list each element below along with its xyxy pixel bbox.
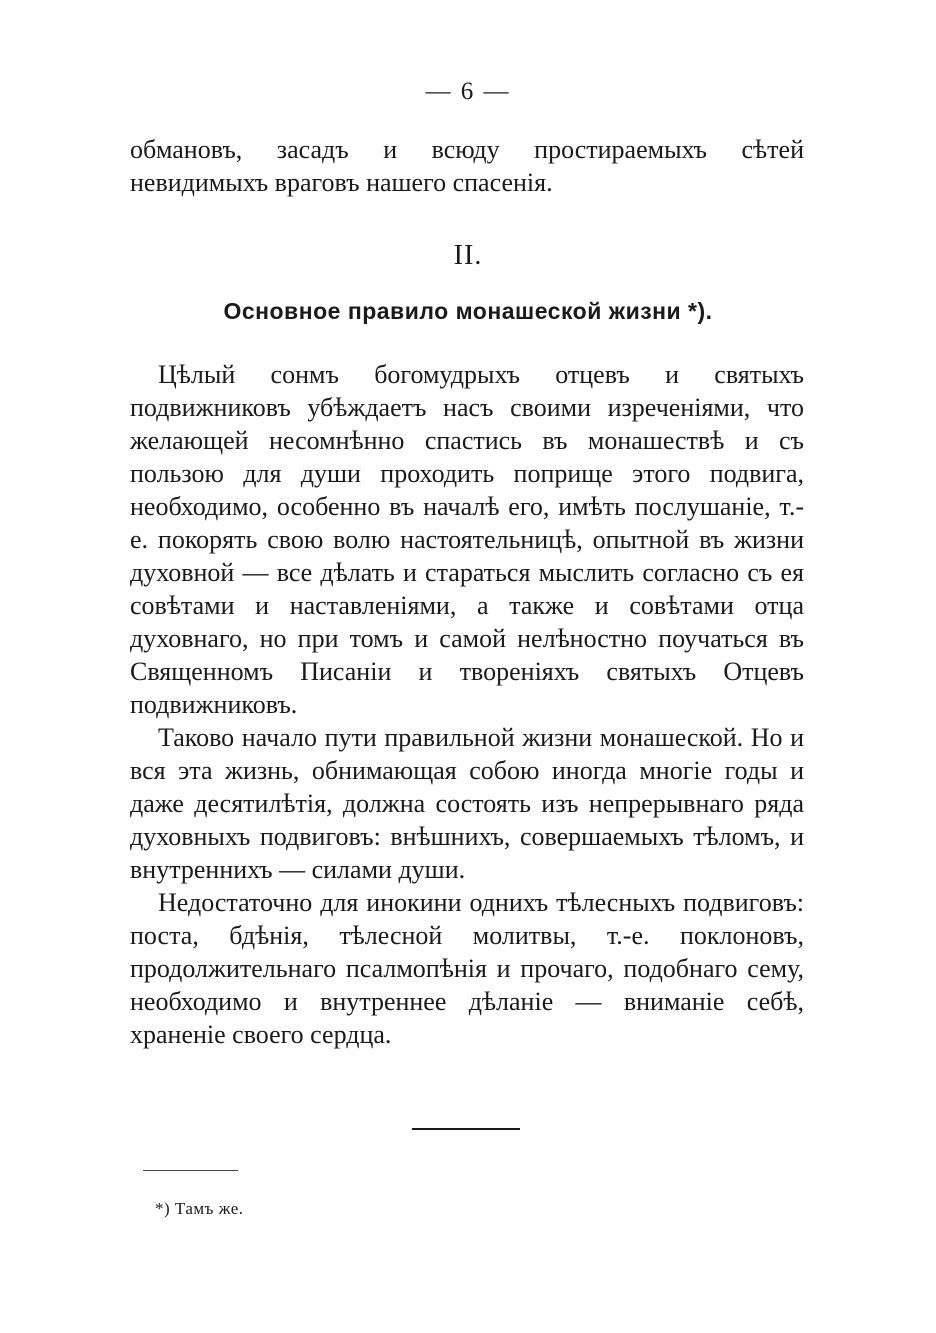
chapter-title: Основное правило монашеской жизни *). (223, 298, 713, 324)
continuation-paragraph: обмановъ, засадъ и всюду простираемыхъ сѣтей невидимыхъ враговъ нашего спасенія. (130, 135, 804, 197)
continuation-text (130, 133, 804, 199)
footnote-rule (143, 1170, 238, 1171)
chapter-numeral: II. (453, 240, 483, 271)
paragraph: Цѣлый сонмъ богомудрыхъ отцевъ и святыхъ подвижниковъ убѣждаетъ насъ своими изреченіями, что желающей несомнѣнно спастись въ монашествѣ и съ пользою для души проходить поприще этого подвига, необходимо, особенно въ началѣ его, имѣть послушаніе, т.-е. покорять свою волю настоятельницѣ, опытной въ жизни духовной — все дѣлать и стараться мыслить согласно съ ея совѣтами и наставленіями, а также и совѣтами отца духовнаго, но при томъ и самой нелѣностно поучаться въ Священномъ Писаніи и твореніяхъ святыхъ Отцевъ подвижниковъ. (130, 360, 804, 719)
page-number: — 6 — (425, 78, 511, 105)
chapter-body (130, 358, 804, 1051)
paragraph: Таково начало пути правильной жизни монашеской. Но и вся эта жизнь, обнимающая собою иногда многіе годы и даже десятилѣтія, должна состоять изъ непрерывнаго ряда духовныхъ подвиговъ: внѣшнихъ, совершаемыхъ тѣломъ, и внутреннихъ — силами души. (130, 723, 804, 884)
paragraph: Недостаточно для инокини однихъ тѣлесныхъ подвиговъ: поста, бдѣнія, тѣлесной молитвы, т.-е. поклоновъ, продолжительнаго псалмопѣнія и прочаго, подобнаго сему, необходимо и внутреннее дѣланіе — вниманіе себѣ, храненіе своего сердца. (130, 888, 804, 1049)
footnote: *) Тамъ же. (155, 1199, 244, 1218)
section-end-rule (412, 1128, 520, 1130)
